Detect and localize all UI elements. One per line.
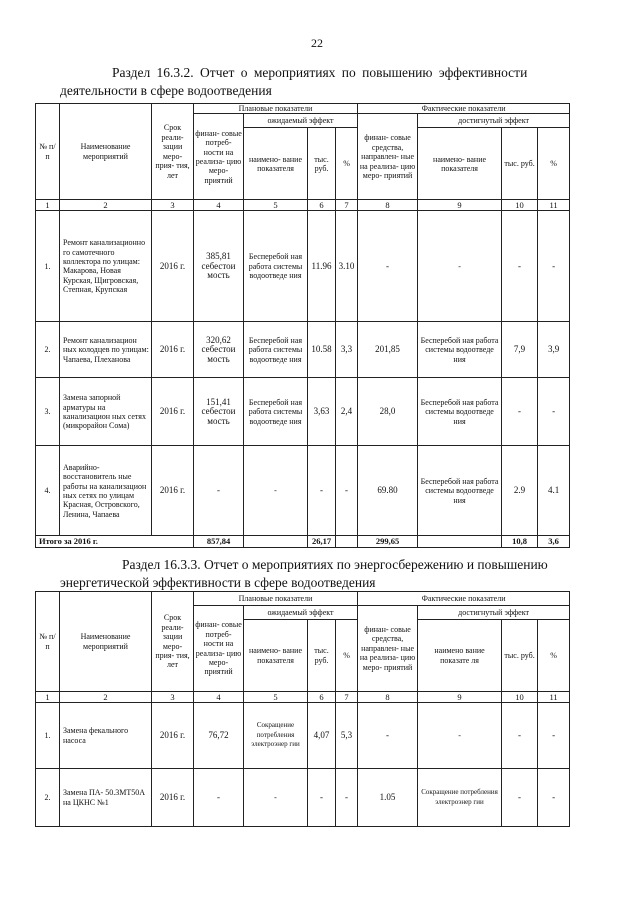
cell-exp-rub: - — [308, 769, 336, 827]
cell-exp-pct: 3,3 — [336, 322, 358, 378]
col-num: 1 — [36, 200, 60, 211]
section-title-line-2: энергетической эффективности в сфере водоотведения — [60, 575, 376, 590]
col-num: 11 — [538, 200, 570, 211]
cell-term: 2016 г. — [152, 703, 194, 769]
cell-exp-rub: 3,63 — [308, 378, 336, 446]
col-num: 7 — [336, 692, 358, 703]
col-num: 2 — [60, 692, 152, 703]
header-term: Срок реали- зации меро- прия- тия, лет — [152, 104, 194, 200]
cell-fin-act: - — [358, 703, 418, 769]
cell-term: 2016 г. — [152, 446, 194, 536]
cell-ach-rub: - — [502, 703, 538, 769]
cell-term: 2016 г. — [152, 769, 194, 827]
cell-exp-pct: - — [336, 446, 358, 536]
header-ach-name: наимено- вание показателя — [418, 128, 502, 200]
total-row — [36, 536, 570, 548]
header-term: Срок реали- зации меро- прия- тия, лет — [152, 592, 194, 692]
cell-ach-name: Бесперебой ная работа системы водоотведе ния — [418, 322, 502, 378]
cell-ach-rub: - — [502, 211, 538, 322]
col-num: 10 — [502, 692, 538, 703]
cell-ach-rub: 7,9 — [502, 322, 538, 378]
cell-term: 2016 г. — [152, 211, 194, 322]
header-no: № п/ п — [36, 592, 60, 692]
section-title-line-2: деятельности в сфере водоотведения — [60, 83, 272, 98]
cell-exp-name: - — [244, 446, 308, 536]
header-ach-pct: % — [538, 128, 570, 200]
section-title-line-1: Раздел 16.3.3. Отчет о мероприятиях по энергосбережению и повышению — [122, 557, 548, 572]
cell-fin: 76,72 — [194, 703, 244, 769]
table-row — [36, 703, 570, 769]
cell-no: 4. — [36, 446, 60, 536]
col-num: 6 — [308, 692, 336, 703]
header-exp-pct: % — [336, 620, 358, 692]
cell-ach-pct: - — [538, 378, 570, 446]
header-ach-rub: тыс. руб. — [502, 128, 538, 200]
cell-ach-rub: 2.9 — [502, 446, 538, 536]
header-planned: Плановые показатели — [194, 592, 358, 606]
cell-no: 2. — [36, 322, 60, 378]
cell-ach-name: - — [418, 703, 502, 769]
cell-fin: 151,41 себестои мость — [194, 378, 244, 446]
cell-ach-name: Бесперебой ная работа системы водоотведе ния — [418, 446, 502, 536]
header-actual: Фактические показатели — [358, 104, 570, 114]
total-exp-rub: 26,17 — [308, 536, 336, 548]
header-fin-actual: финан- совые средства, направлен- ные на реализа- цию меро- приятий — [358, 114, 418, 200]
cell-fin: - — [194, 769, 244, 827]
col-num: 4 — [194, 692, 244, 703]
cell-ach-name: Бесперебой ная работа системы водоотведе ния — [418, 378, 502, 446]
cell-ach-pct: 3,9 — [538, 322, 570, 378]
cell-ach-name: Сокращение потребления электроэнер гии — [418, 769, 502, 827]
total-label: Итого за 2016 г. — [36, 536, 194, 548]
cell-exp-name: Бесперебой ная работа системы водоотведе ния — [244, 322, 308, 378]
header-achieved: достигнутый эффект — [418, 114, 570, 128]
header-planned: Плановые показатели — [194, 104, 358, 114]
cell-term: 2016 г. — [152, 378, 194, 446]
cell-exp-pct: 5,3 — [336, 703, 358, 769]
table-row — [36, 211, 570, 322]
table-row — [36, 378, 570, 446]
cell-fin-act: 69.80 — [358, 446, 418, 536]
section-16-3-2-title — [60, 64, 570, 100]
total-fin: 857,84 — [194, 536, 244, 548]
header-fin-need: финан- совые потреб- ности на реализа- цию меро- приятий — [194, 114, 244, 200]
header-name: Наименование мероприятий — [60, 104, 152, 200]
header-expected: ожидаемый эффект — [244, 114, 358, 128]
header-fin-actual: финан- совые средства, направлен- ные на реализа- цию меро- приятий — [358, 606, 418, 692]
cell-ach-pct: - — [538, 211, 570, 322]
cell-ach-rub: - — [502, 769, 538, 827]
col-num: 8 — [358, 692, 418, 703]
cell-exp-rub: - — [308, 446, 336, 536]
page-number: 22 — [311, 36, 323, 50]
header-exp-pct: % — [336, 128, 358, 200]
cell-ach-pct: 4.1 — [538, 446, 570, 536]
col-num: 6 — [308, 200, 336, 211]
cell-fin-act: 201,85 — [358, 322, 418, 378]
header-ach-rub: тыс. руб. — [502, 620, 538, 692]
cell-exp-name: Сокращение потребления электроэнер гии — [244, 703, 308, 769]
cell-fin: 320,62 себестои мость — [194, 322, 244, 378]
cell-ach-pct: - — [538, 769, 570, 827]
total-empty — [418, 536, 502, 548]
column-numbers-row — [36, 200, 570, 211]
efficiency-measures-table — [35, 103, 570, 548]
header-fin-need: финан- совые потреб- ности на реализа- цию меро- приятий — [194, 606, 244, 692]
col-num: 3 — [152, 692, 194, 703]
cell-fin-act: - — [358, 211, 418, 322]
cell-exp-pct: 3.10 — [336, 211, 358, 322]
col-num: 2 — [60, 200, 152, 211]
cell-fin: - — [194, 446, 244, 536]
total-fin-act: 299,65 — [358, 536, 418, 548]
header-expected: ожидаемый эффект — [244, 606, 358, 620]
col-num: 5 — [244, 200, 308, 211]
col-num: 9 — [418, 692, 502, 703]
header-name: Наименование мероприятий — [60, 592, 152, 692]
section-16-3-3-title — [60, 556, 570, 592]
col-num: 1 — [36, 692, 60, 703]
header-exp-name: наимено- вание показателя — [244, 128, 308, 200]
cell-exp-name: Бесперебой ная работа системы водоотведе ния — [244, 211, 308, 322]
col-num: 10 — [502, 200, 538, 211]
header-ach-pct: % — [538, 620, 570, 692]
table-row — [36, 322, 570, 378]
col-num: 9 — [418, 200, 502, 211]
cell-name: Замена ПА- 50.3МТ50А на ЦКНС №1 — [60, 769, 152, 827]
header-ach-name: наимено вание показате ля — [418, 620, 502, 692]
header-no: № п/ п — [36, 104, 60, 200]
header-exp-rub: тыс. руб. — [308, 620, 336, 692]
col-num: 5 — [244, 692, 308, 703]
header-exp-name: наимено- вание показателя — [244, 620, 308, 692]
col-num: 4 — [194, 200, 244, 211]
total-empty — [244, 536, 308, 548]
cell-exp-name: - — [244, 769, 308, 827]
col-num: 3 — [152, 200, 194, 211]
cell-ach-name: - — [418, 211, 502, 322]
total-empty — [336, 536, 358, 548]
cell-exp-rub: 11.96 — [308, 211, 336, 322]
header-exp-rub: тыс. руб. — [308, 128, 336, 200]
header-achieved: достигнутый эффект — [418, 606, 570, 620]
total-ach-rub: 10,8 — [502, 536, 538, 548]
cell-name: Замена фекального насоса — [60, 703, 152, 769]
cell-ach-rub: - — [502, 378, 538, 446]
energy-saving-measures-table — [35, 591, 570, 827]
cell-exp-pct: - — [336, 769, 358, 827]
cell-ach-pct: - — [538, 703, 570, 769]
table-row — [36, 446, 570, 536]
total-ach-pct: 3,6 — [538, 536, 570, 548]
cell-exp-rub: 4,07 — [308, 703, 336, 769]
cell-fin: 385,81 себестои мость — [194, 211, 244, 322]
cell-name: Ремонт канализационно го самотечного коллектора по улицам: Макарова, Новая Курская, Щигровская, Степная, Крупская — [60, 211, 152, 322]
cell-no: 1. — [36, 703, 60, 769]
column-numbers-row — [36, 692, 570, 703]
col-num: 7 — [336, 200, 358, 211]
cell-term: 2016 г. — [152, 322, 194, 378]
cell-exp-name: Бесперебой ная работа системы водоотведе ния — [244, 378, 308, 446]
cell-fin-act: 1.05 — [358, 769, 418, 827]
cell-fin-act: 28,0 — [358, 378, 418, 446]
col-num: 11 — [538, 692, 570, 703]
cell-exp-pct: 2,4 — [336, 378, 358, 446]
cell-name: Аварийно- восстановитель ные работы на канализацион ных сетях по улицам Красная, Островского, Ленина, Чапаева — [60, 446, 152, 536]
cell-name: Ремонт канализацион ных колодцев по улицам: Чапаева, Плеханова — [60, 322, 152, 378]
cell-name: Замена запорной арматуры на канализацион ных сетях (микрорайон Сома) — [60, 378, 152, 446]
section-title-line-1: Раздел 16.3.2. Отчет о мероприятиях по повышению эффективности — [112, 65, 528, 80]
header-actual: Фактические показатели — [358, 592, 570, 606]
table-row — [36, 769, 570, 827]
cell-no: 3. — [36, 378, 60, 446]
cell-no: 2. — [36, 769, 60, 827]
cell-no: 1. — [36, 211, 60, 322]
cell-exp-rub: 10.58 — [308, 322, 336, 378]
col-num: 8 — [358, 200, 418, 211]
